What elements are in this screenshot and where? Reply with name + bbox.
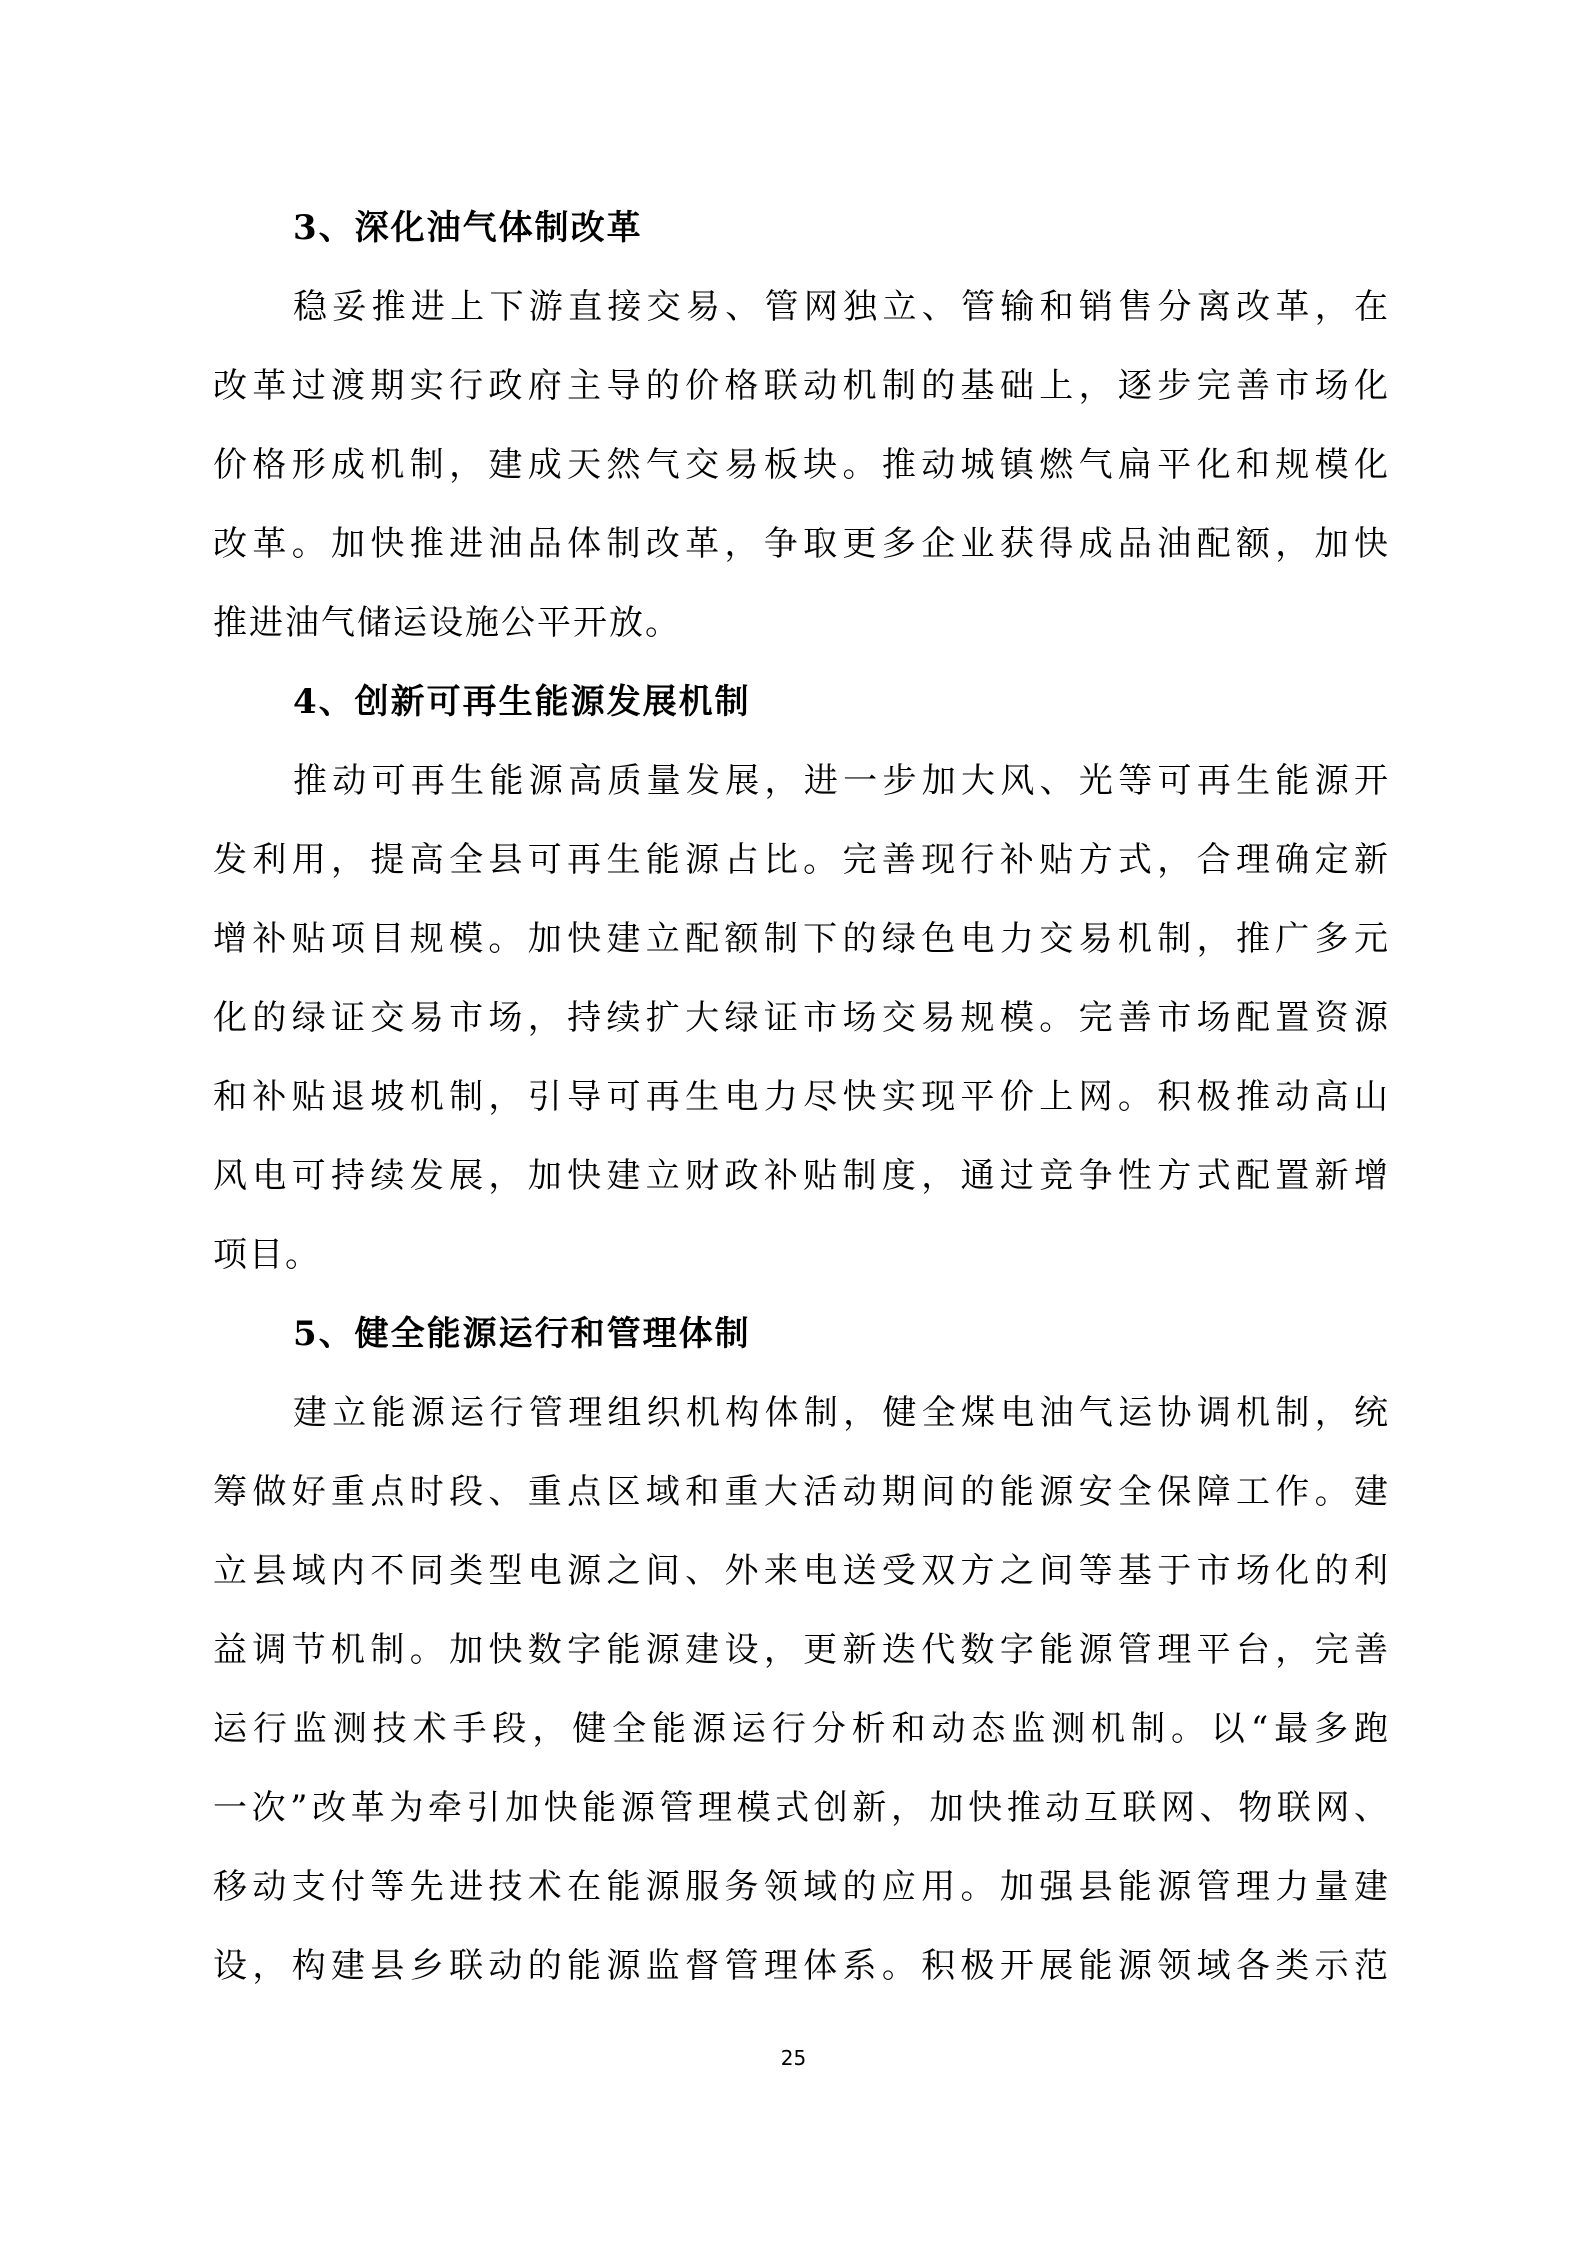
paragraph-line: 筹做好重点时段、重点区域和重大活动期间的能源安全保障工作。建 <box>213 1472 1390 1512</box>
page-number: 25 <box>780 2046 807 2070</box>
section-renewable <box>213 682 1390 1275</box>
document-body <box>213 208 1390 2025</box>
paragraph-line: 化的绿证交易市场，持续扩大绿证市场交易规模。完善市场配置资源 <box>213 998 1390 1038</box>
paragraph-line: 移动支付等先进技术在能源服务领域的应用。加强县能源管理力量建 <box>213 1867 1390 1907</box>
paragraph-line: 增补贴项目规模。加快建立配额制下的绿色电力交易机制，推广多元 <box>213 919 1390 959</box>
paragraph-line: 立县域内不同类型电源之间、外来电送受双方之间等基于市场化的利 <box>213 1551 1390 1591</box>
paragraph-line: 和补贴退坡机制，引导可再生电力尽快实现平价上网。积极推动高山 <box>213 1077 1390 1117</box>
paragraph-line: 一次”改革为牵引加快能源管理模式创新，加快推动互联网、物联网、 <box>213 1788 1390 1828</box>
paragraph-line: 改革。加快推进油品体制改革，争取更多企业获得成品油配额，加快 <box>213 524 1390 564</box>
paragraph-line: 项目。 <box>213 1235 321 1275</box>
paragraph-line: 风电可持续发展，加快建立财政补贴制度，通过竞争性方式配置新增 <box>213 1156 1390 1196</box>
paragraph-line: 运行监测技术手段，健全能源运行分析和动态监测机制。以“最多跑 <box>213 1709 1390 1749</box>
section-heading: 3、深化油气体制改革 <box>293 208 643 248</box>
paragraph-line: 建立能源运行管理组织机构体制，健全煤电油气运协调机制，统 <box>293 1393 1390 1433</box>
paragraph-line: 发利用，提高全县可再生能源占比。完善现行补贴方式，合理确定新 <box>213 840 1390 880</box>
section-energy-management <box>213 1314 1390 1986</box>
paragraph-line: 推动可再生能源高质量发展，进一步加大风、光等可再生能源开 <box>293 761 1390 801</box>
paragraph-line: 价格形成机制，建成天然气交易板块。推动城镇燃气扁平化和规模化 <box>213 445 1390 485</box>
section-heading: 5、健全能源运行和管理体制 <box>293 1314 751 1354</box>
section-oil-gas <box>213 208 1390 643</box>
section-heading: 4、创新可再生能源发展机制 <box>293 682 751 722</box>
paragraph-line: 推进油气储运设施公平开放。 <box>213 603 681 643</box>
paragraph-line: 改革过渡期实行政府主导的价格联动机制的基础上，逐步完善市场化 <box>213 366 1390 406</box>
paragraph-line: 设，构建县乡联动的能源监督管理体系。积极开展能源领域各类示范 <box>213 1946 1390 1986</box>
paragraph-line: 稳妥推进上下游直接交易、管网独立、管输和销售分离改革，在 <box>293 287 1390 327</box>
paragraph-line: 益调节机制。加快数字能源建设，更新迭代数字能源管理平台，完善 <box>213 1630 1390 1670</box>
